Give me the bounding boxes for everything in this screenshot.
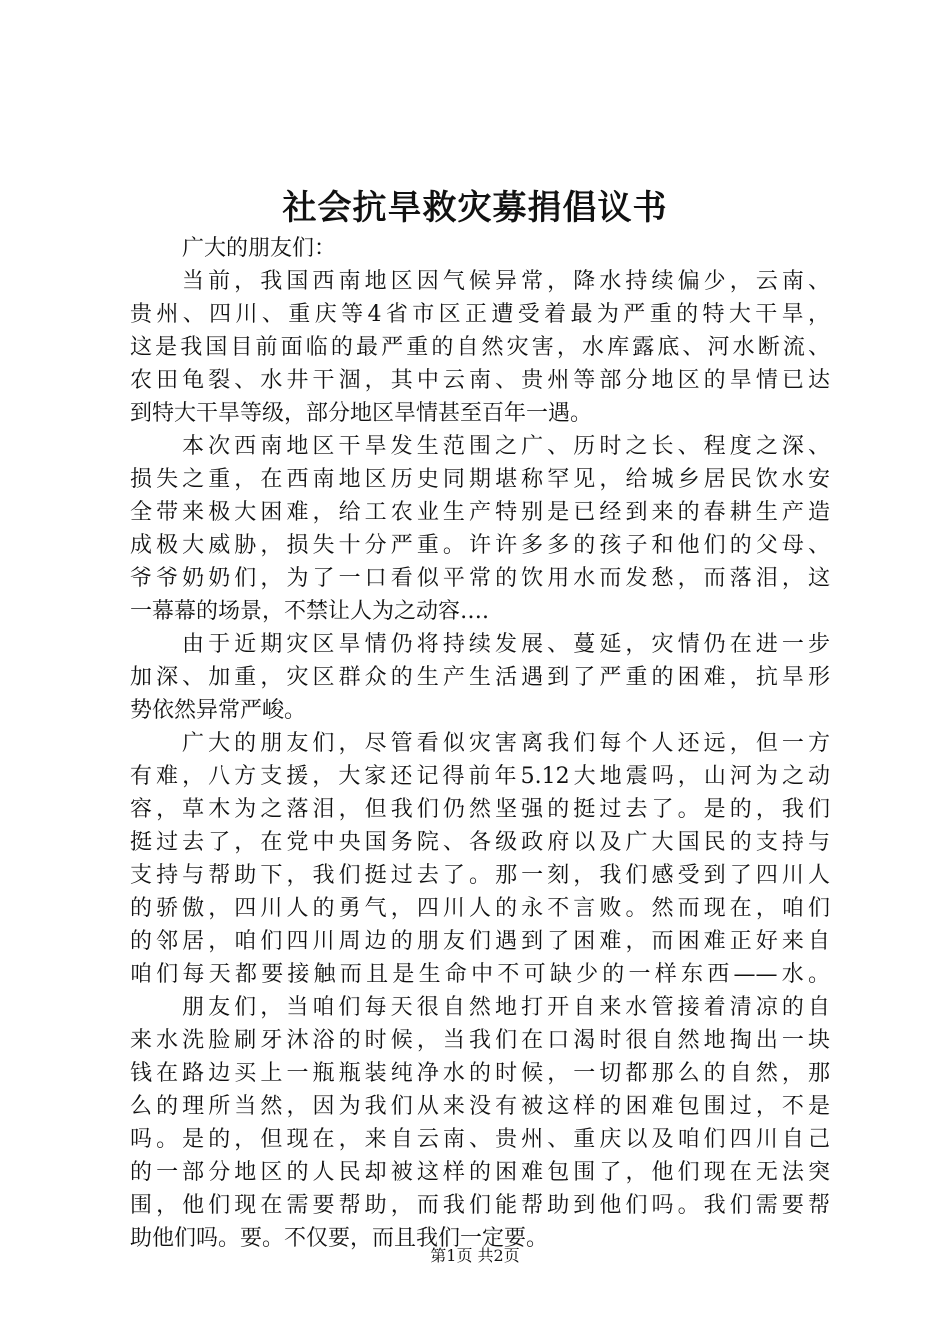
body-line: 钱在路边买上一瓶瓶装纯净水的时候，一切都那么的自然，那 (130, 1061, 830, 1086)
body-line: 助他们吗。要。不仅要，而且我们一定要。 (130, 1226, 549, 1251)
body-line: 本次西南地区干旱发生范围之广、历时之长、程度之深、 (182, 434, 830, 459)
body-line: 由于近期灾区旱情仍将持续发展、蔓延，灾情仍在进一步 (182, 632, 830, 657)
body-line: 咱们每天都要接触而且是生命中不可缺少的一样东西——水。 (130, 962, 830, 987)
body-line: 加深、加重，灾区群众的生产生活遇到了严重的困难，抗旱形 (130, 665, 830, 690)
body-line: 全带来极大困难，给工农业生产特别是已经到来的春耕生产造 (130, 500, 830, 525)
body-line: 的邻居，咱们四川周边的朋友们遇到了困难，而困难正好来自 (130, 929, 830, 954)
body-line: 爷爷奶奶们，为了一口看似平常的饮用水而发愁，而落泪，这 (130, 566, 830, 591)
body-line: 贵州、四川、重庆等4省市区正遭受着最为严重的特大干旱， (130, 302, 830, 327)
document-body (130, 232, 830, 1255)
body-line: 农田龟裂、水井干涸，其中云南、贵州等部分地区的旱情已达 (130, 368, 830, 393)
body-line: 的一部分地区的人民却被这样的困难包围了，他们现在无法突 (130, 1160, 830, 1185)
body-line: 有难，八方支援，大家还记得前年5.12大地震吗，山河为之动 (130, 764, 830, 789)
body-line: 势依然异常严峻。 (130, 698, 307, 723)
body-line: 么的理所当然，因为我们从来没有被这样的困难包围过，不是 (130, 1094, 830, 1119)
body-line: 到特大干旱等级，部分地区旱情甚至百年一遇。 (130, 401, 593, 426)
body-line: 容，草木为之落泪，但我们仍然坚强的挺过去了。是的，我们 (130, 797, 830, 822)
body-line: 成极大威胁，损失十分严重。许许多多的孩子和他们的父母、 (130, 533, 830, 558)
body-line: 当前，我国西南地区因气候异常，降水持续偏少，云南、 (182, 269, 830, 294)
body-line: 的骄傲，四川人的勇气，四川人的永不言败。然而现在，咱们 (130, 896, 830, 921)
body-line: 这是我国目前面临的最严重的自然灾害，水库露底、河水断流、 (130, 335, 830, 360)
body-line: 围，他们现在需要帮助，而我们能帮助到他们吗。我们需要帮 (130, 1193, 830, 1218)
body-line: 支持与帮助下，我们挺过去了。那一刻，我们感受到了四川人 (130, 863, 830, 888)
body-line: 广大的朋友们： (182, 236, 337, 261)
body-line: 广大的朋友们，尽管看似灾害离我们每个人还远，但一方 (182, 731, 830, 756)
body-line: 损失之重，在西南地区历史同期堪称罕见，给城乡居民饮水安 (130, 467, 830, 492)
body-line: 吗。是的，但现在，来自云南、贵州、重庆以及咱们四川自己 (130, 1127, 830, 1152)
document-title: 社会抗旱救灾募捐倡议书 (282, 188, 668, 228)
page-indicator: 第1页 共2页 (430, 1246, 520, 1265)
body-line: 朋友们，当咱们每天很自然地打开自来水管接着清凉的自 (182, 995, 830, 1020)
body-line: 挺过去了，在党中央国务院、各级政府以及广大国民的支持与 (130, 830, 830, 855)
body-line: 来水洗脸刷牙沐浴的时候，当我们在口渴时很自然地掏出一块 (130, 1028, 830, 1053)
body-line: 一幕幕的场景，不禁让人为之动容…. (130, 599, 489, 624)
